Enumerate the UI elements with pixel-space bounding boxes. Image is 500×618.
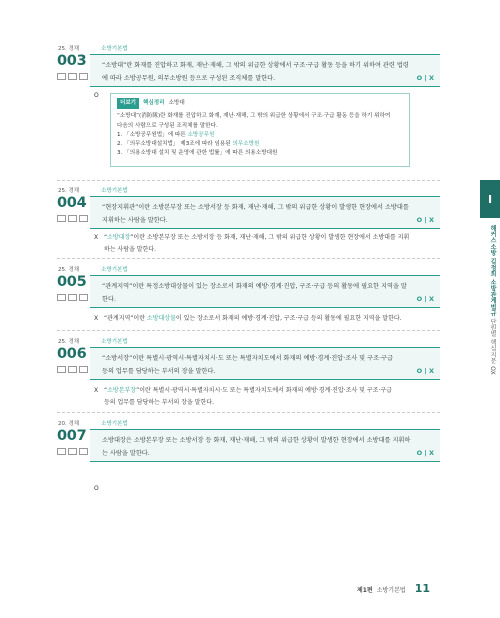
question-box (90, 275, 440, 308)
answer-line: “소방대장”이란 소방본부장 또는 소방서장 등 화재, 재난·재해, 그 밖의 위급한 상황이 발생한 현장에서 소방대를 지휘 (104, 234, 410, 241)
review-checkboxes[interactable] (57, 73, 88, 80)
divider (57, 412, 440, 413)
side-running-title: 해커스소방 김정희 소방관계법규 단원별 핵심지문 OX (489, 225, 496, 375)
question-text-line: 는 사람을 말한다. (102, 449, 150, 457)
core-summary-box (110, 93, 410, 167)
question-text-line: 한다. (102, 295, 116, 303)
question-text-line: “관계지역”이란 특정소방대상물이 있는 장소로서 화재의 예방·경계·진압, 구조·구급 등의 활동에 필요한 지역을 말 (102, 283, 407, 290)
answer-mark: X (94, 234, 99, 241)
core-line: “소방대”(消防隊)란 화재를 진압하고 화재, 재난·재해, 그 밖의 위급한 상황에서 구조·구급 활동 등을 하기 위하여 (117, 113, 391, 120)
exam-label: 25. 경채 (58, 46, 80, 52)
ox-choice[interactable]: O | X (416, 74, 434, 82)
footer-part: 제1편 (356, 587, 373, 594)
source-label: 소방기본법 (101, 188, 128, 194)
question-box (90, 347, 440, 380)
exam-label: 25. 경채 (58, 267, 80, 273)
chapter-tab: I (480, 180, 500, 218)
exam-label: 25. 경채 (58, 339, 80, 345)
ox-choice[interactable]: O | X (416, 367, 434, 375)
question-box (90, 429, 440, 462)
core-title: 핵심정리 (142, 100, 165, 106)
page-number: 11 (414, 582, 430, 595)
question-number: 006 (57, 346, 87, 362)
answer-mark: X (94, 315, 99, 322)
answer-mark: X (94, 387, 99, 394)
question-box (90, 54, 440, 87)
answer-mark: O (94, 485, 99, 492)
divider (57, 180, 440, 181)
question-meta (58, 419, 128, 427)
core-line: 1. 「소방공무원법」에 따른 소방공무원 (117, 131, 215, 138)
answer-line: “소방본부장”이란 특별시·광역시·특별자치시·도 또는 특별자치도에서 화재의 예방·경계·진압·조사 및 구조·구급 (104, 387, 392, 394)
review-checkboxes[interactable] (57, 215, 88, 222)
footer-title: 소방기본법 (376, 587, 406, 594)
page-footer (357, 582, 430, 595)
divider (57, 330, 440, 331)
question-number: 004 (57, 195, 87, 211)
core-line: 2. 「의무소방대설치법」 제3조에 따라 임용된 의무소방원 (117, 141, 260, 148)
answer (94, 385, 440, 408)
source-label: 소방기본법 (101, 421, 128, 427)
question-number: 003 (57, 53, 87, 69)
source-label: 소방기본법 (101, 339, 128, 345)
divider (57, 258, 440, 259)
core-topic: 소방대 (168, 100, 185, 106)
review-checkboxes[interactable] (57, 448, 88, 455)
exam-label: 25. 경채 (58, 188, 80, 194)
question-meta (58, 44, 128, 52)
question-meta (58, 186, 128, 194)
question-box (90, 196, 440, 229)
question-meta (58, 265, 128, 273)
more-label: 더보기 (117, 98, 139, 109)
question-text-line: 등의 업무를 담당하는 부서의 장을 말한다. (102, 367, 216, 375)
exam-label: 20. 경채 (58, 421, 80, 427)
question-text-line: “현장지휘관”이란 소방본부장 또는 소방서장 등 화재, 재난·재해, 그 밖의 위급한 상황이 발생한 현장에서 소방대를 (102, 204, 409, 211)
review-checkboxes[interactable] (57, 366, 88, 373)
question-text-line: “소방서장”이란 특별시·광역시·특별자치시·도 또는 특별자치도에서 화재의 예방·경계·진압·조사 및 구조·구급 (102, 355, 393, 362)
question-meta (58, 337, 128, 345)
ox-choice[interactable]: O | X (416, 216, 434, 224)
review-checkboxes[interactable] (57, 294, 88, 301)
question-number: 007 (57, 428, 87, 444)
answer-mark: O (94, 92, 99, 99)
question-text-line: 지휘하는 사람을 말한다. (102, 216, 168, 224)
core-line: 다음의 사람으로 구성된 조직체를 말한다. (117, 122, 218, 129)
answer-line: “관계지역”이란 소방대상물이 있는 장소로서 화재의 예방·경계·진압, 구조·구급 등의 활동에 필요한 지역을 말한다. (104, 315, 402, 322)
ox-choice[interactable]: O | X (416, 449, 434, 457)
core-line: 3. 「의용소방대 설치 및 운영에 관한 법률」에 따른 의용소방대원 (117, 150, 278, 157)
ox-choice[interactable]: O | X (416, 295, 434, 303)
answer-line: 하는 사람을 말한다. (104, 245, 157, 253)
source-label: 소방기본법 (101, 267, 128, 273)
question-text-line: 에 따라 소방공무원, 의무소방원 등으로 구성된 조직체를 말한다. (102, 74, 276, 82)
question-text-line: “소방대”란 화재를 진압하고 화재, 재난·재해, 그 밖의 위급한 상황에서 구조·구급 활동 등을 하기 위하여 관련 법령 (102, 62, 409, 69)
answer (94, 313, 440, 325)
source-label: 소방기본법 (101, 46, 128, 52)
answer-line: 등의 업무를 담당하는 부서의 장을 말한다. (104, 398, 214, 406)
answer (94, 232, 440, 255)
question-text-line: 소방대장은 소방본부장 또는 소방서장 등 화재, 재난·재해, 그 밖의 위급한 상황이 발생한 현장에서 소방대를 지휘하 (102, 437, 411, 444)
question-number: 005 (57, 274, 87, 290)
